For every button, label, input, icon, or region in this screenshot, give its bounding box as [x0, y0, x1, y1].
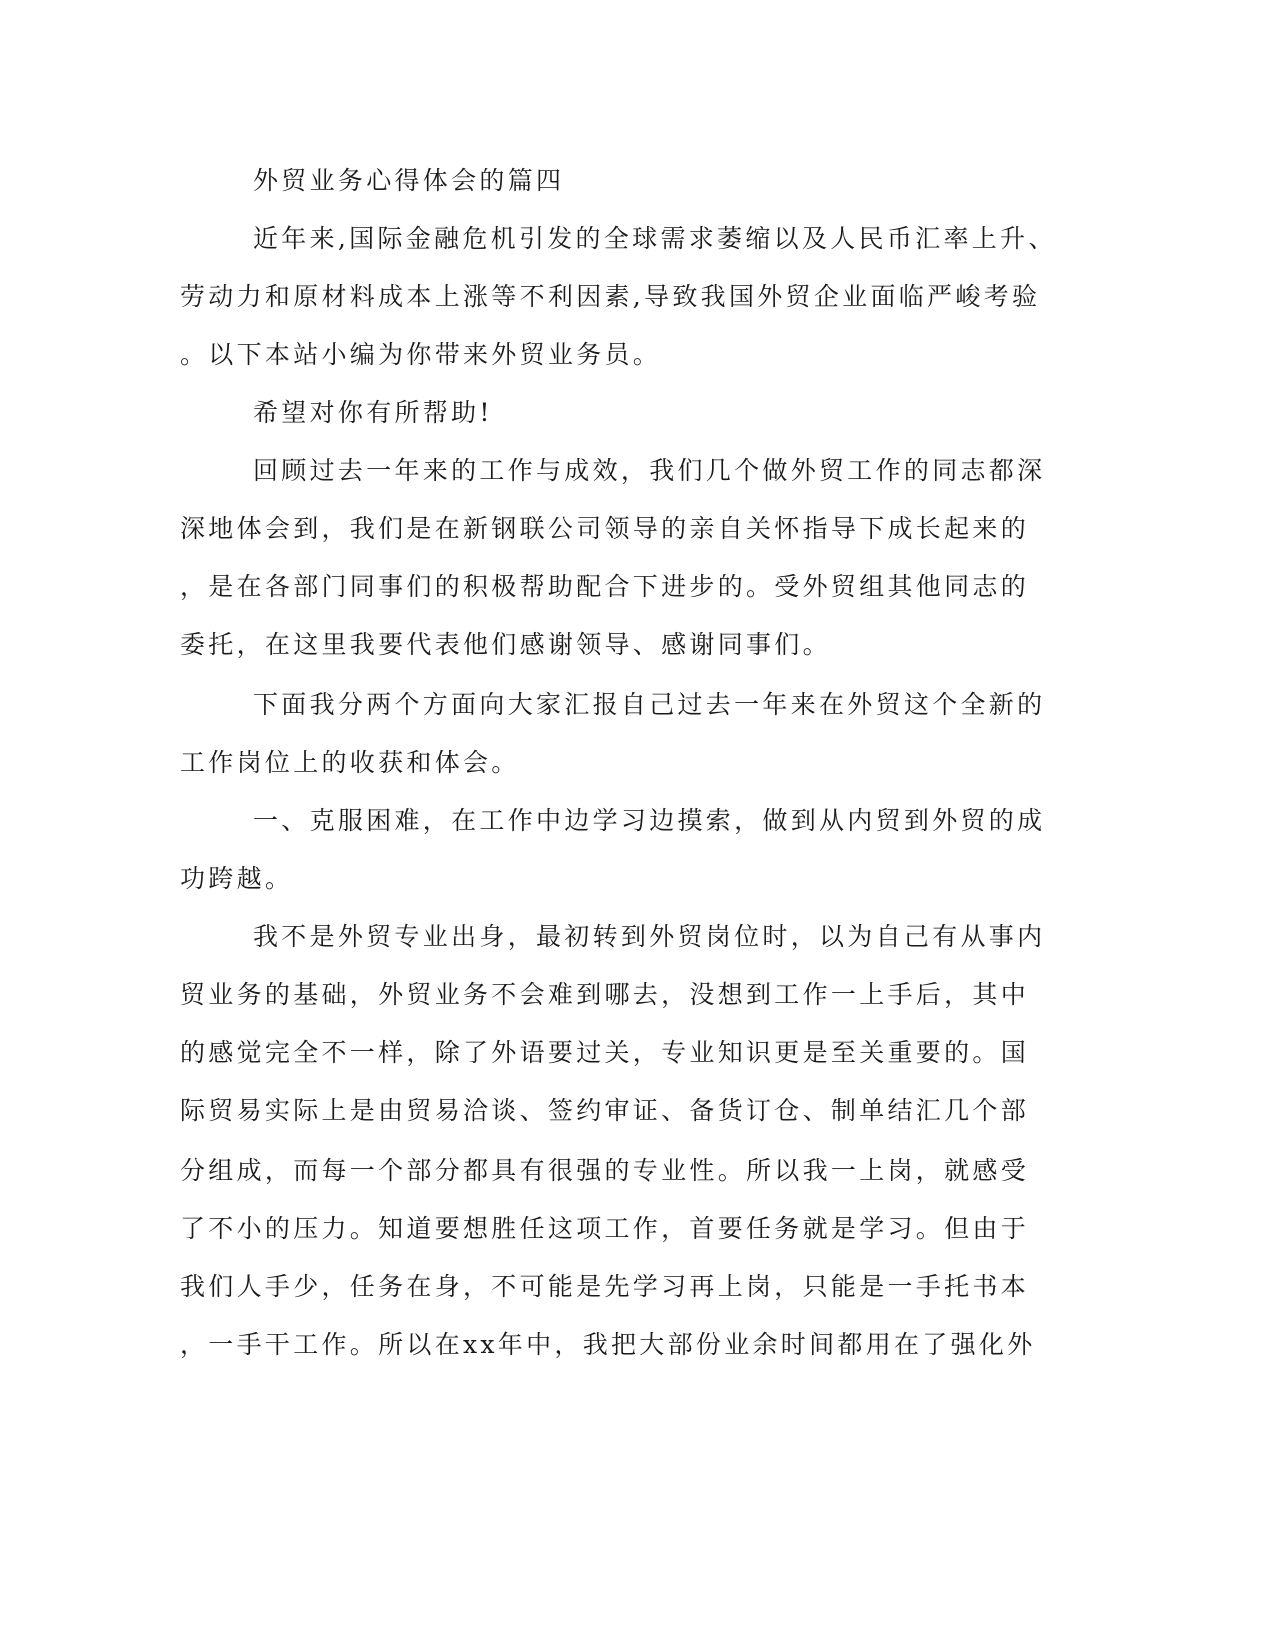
text-line-row: [0, 572, 1275, 632]
text-line-row: [0, 1330, 1275, 1390]
text-line-row: [0, 398, 1275, 458]
text-line: 委托，在这里我要代表他们感谢领导、感谢同事们。: [180, 630, 831, 659]
text-line: 下面我分两个方面向大家汇报自己过去一年来在外贸这个全新的: [253, 690, 1046, 719]
text-line-row: [0, 1156, 1275, 1216]
text-line: ，一手干工作。所以在xx年中，我把大部份业余时间都用在了强化外: [180, 1330, 1036, 1359]
text-line: 一、克服困难，在工作中边学习边摸索，做到从内贸到外贸的成: [253, 806, 1046, 835]
text-line: 我们人手少，任务在身，不可能是先学习再上岗，只能是一手托书本: [180, 1272, 1030, 1301]
text-line-row: [0, 282, 1275, 342]
text-line: 劳动力和原材料成本上涨等不利因素,导致我国外贸企业面临严峻考验: [180, 282, 1041, 311]
text-line: 功跨越。: [180, 864, 294, 893]
text-line: 工作岗位上的收获和体会。: [180, 748, 520, 777]
text-line: 贸业务的基础，外贸业务不会难到哪去，没想到工作一上手后，其中: [180, 980, 1030, 1009]
text-line-row: [0, 690, 1275, 750]
text-line: 分组成，而每一个部分都具有很强的专业性。所以我一上岗，就感受: [180, 1156, 1030, 1185]
text-line: 了不小的压力。知道要想胜任这项工作，首要任务就是学习。但由于: [180, 1214, 1030, 1243]
text-line: ，是在各部门同事们的积极帮助配合下进步的。受外贸组其他同志的: [180, 572, 1030, 601]
text-line: 近年来,国际金融危机引发的全球需求萎缩以及人民币汇率上升、: [253, 224, 1057, 253]
text-line: 外贸业务心得体会的篇四: [253, 166, 565, 195]
text-line: 我不是外贸专业出身，最初转到外贸岗位时，以为自己有从事内: [253, 922, 1046, 951]
text-line-row: [0, 456, 1275, 516]
text-line-row: [0, 806, 1275, 866]
text-line-row: [0, 922, 1275, 982]
text-line: 回顾过去一年来的工作与成效，我们几个做外贸工作的同志都深: [253, 456, 1046, 485]
text-line: 深地体会到，我们是在新钢联公司领导的亲自关怀指导下成长起来的: [180, 514, 1030, 543]
text-line: 希望对你有所帮助!: [253, 398, 493, 427]
text-line: 。以下本站小编为你带来外贸业务员。: [180, 340, 662, 369]
text-line-row: [0, 224, 1275, 284]
text-line: 际贸易实际上是由贸易洽谈、签约审证、备货订仓、制单结汇几个部: [180, 1096, 1030, 1125]
text-line-row: [0, 1214, 1275, 1274]
text-line-row: [0, 630, 1275, 690]
text-line: 的感觉完全不一样，除了外语要过关，专业知识更是至关重要的。国: [180, 1038, 1030, 1067]
text-line-row: [0, 340, 1275, 400]
text-line-row: [0, 514, 1275, 574]
section-title: [0, 166, 1275, 226]
text-line-row: [0, 1038, 1275, 1098]
text-line-row: [0, 748, 1275, 808]
text-line-row: [0, 864, 1275, 924]
text-line-row: [0, 1096, 1275, 1156]
text-line-row: [0, 1272, 1275, 1332]
text-line-row: [0, 980, 1275, 1040]
